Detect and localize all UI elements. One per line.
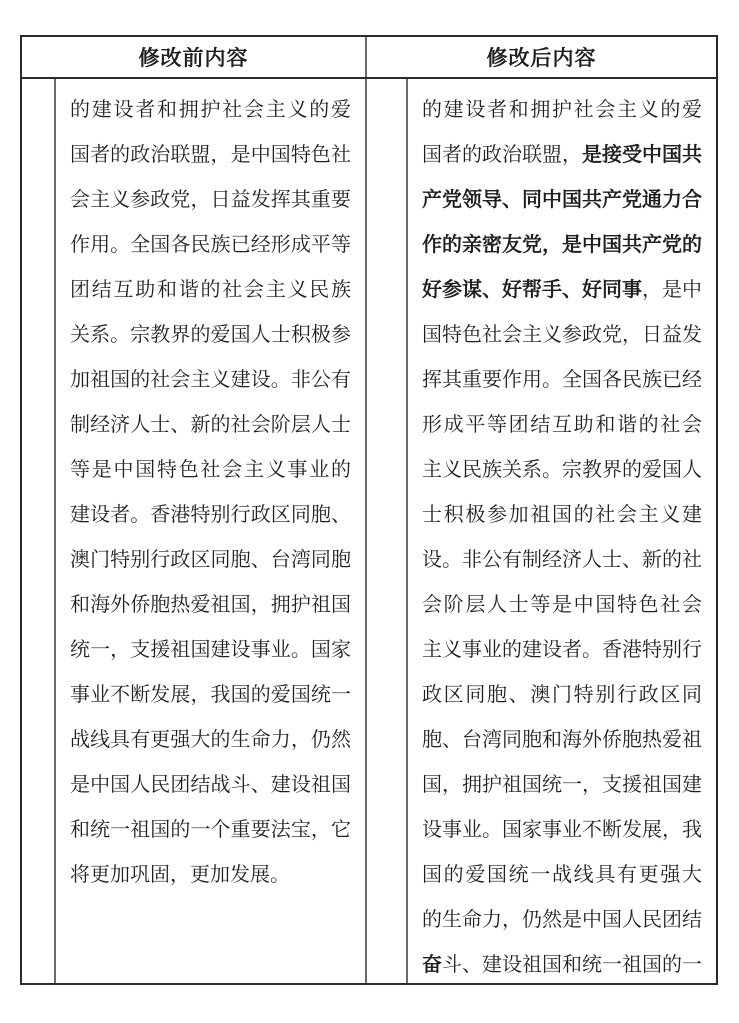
after-content-cell bbox=[408, 79, 716, 983]
body-text: 设。非公有制经济人士、新的社 bbox=[422, 549, 702, 571]
body-text: 将更加巩固，更加发展。 bbox=[70, 864, 290, 886]
body-text: 主义民族关系。宗教界的爱国人 bbox=[422, 459, 702, 481]
after-number-cell bbox=[367, 79, 408, 983]
after-column bbox=[367, 79, 716, 983]
body-text: 会主义参政党，日益发挥其重要 bbox=[70, 189, 351, 211]
body-text: 的生命力，仍然是中国人民团结 bbox=[422, 909, 702, 931]
body-text: 国的爱国统一战线具有更强大 bbox=[422, 864, 702, 886]
text-line bbox=[70, 223, 351, 268]
text-line bbox=[422, 448, 702, 493]
text-line bbox=[422, 943, 702, 983]
text-line bbox=[422, 673, 702, 718]
body-text: 国特色社会主义参政党，日益发 bbox=[422, 324, 702, 346]
revision-comparison-table bbox=[20, 35, 718, 985]
text-line bbox=[70, 673, 351, 718]
text-line bbox=[422, 493, 702, 538]
text-line bbox=[422, 313, 702, 358]
text-line bbox=[422, 763, 702, 808]
body-text: 作用。全国各民族已经形成平等 bbox=[70, 234, 351, 256]
table-header-row bbox=[22, 37, 716, 79]
text-line bbox=[422, 133, 702, 178]
revised-bold-text: 奋 bbox=[422, 954, 442, 976]
text-line bbox=[422, 538, 702, 583]
body-text: 士积极参加祖国的社会主义建 bbox=[422, 504, 702, 526]
text-line bbox=[422, 178, 702, 223]
text-line bbox=[70, 718, 351, 763]
text-line bbox=[70, 133, 351, 178]
body-text: 的建设者和拥护社会主义的爱 bbox=[70, 99, 351, 121]
body-text: 主义事业的建设者。香港特别行 bbox=[422, 639, 702, 661]
text-line bbox=[70, 583, 351, 628]
text-line bbox=[70, 358, 351, 403]
text-line bbox=[70, 448, 351, 493]
body-text: 的建设者和拥护社会主义的爱 bbox=[422, 99, 702, 121]
text-line bbox=[70, 763, 351, 808]
body-text: 设事业。国家事业不断发展，我 bbox=[422, 819, 702, 841]
body-text: 和统一祖国的一个重要法宝，它 bbox=[70, 819, 351, 841]
text-line bbox=[422, 583, 702, 628]
body-text: 事业不断发展，我国的爱国统一 bbox=[70, 684, 351, 706]
revised-bold-text: 是接受中国共 bbox=[582, 144, 702, 166]
body-text: 澳门特别行政区同胞、台湾同胞 bbox=[70, 549, 351, 571]
body-text: 形成平等团结互助和谐的社会 bbox=[422, 414, 702, 436]
text-line bbox=[70, 628, 351, 673]
text-line bbox=[422, 358, 702, 403]
text-line bbox=[70, 313, 351, 358]
text-line bbox=[422, 403, 702, 448]
revised-bold-text: 作的亲密友党，是中国共产党的 bbox=[422, 234, 702, 256]
text-line bbox=[70, 268, 351, 313]
before-number-cell bbox=[22, 79, 56, 983]
body-text: 政区同胞、澳门特别行政区同 bbox=[422, 684, 702, 706]
body-text: 国，拥护祖国统一，支援祖国建 bbox=[422, 774, 702, 796]
text-line bbox=[422, 898, 702, 943]
revised-bold-text: 产党领导、同中国共产党通力合 bbox=[422, 189, 702, 211]
text-line bbox=[422, 88, 702, 133]
body-text: ，是中 bbox=[642, 279, 702, 301]
text-line bbox=[70, 808, 351, 853]
body-text: 统一，支援祖国建设事业。国家 bbox=[70, 639, 351, 661]
text-line bbox=[70, 493, 351, 538]
body-text: 团结互助和谐的社会主义民族 bbox=[70, 279, 351, 301]
text-line bbox=[70, 178, 351, 223]
text-line bbox=[70, 88, 351, 133]
body-text: 建设者。香港特别行政区同胞、 bbox=[70, 504, 351, 526]
body-text: 国者的政治联盟，是中国特色社 bbox=[70, 144, 351, 166]
text-line bbox=[422, 268, 702, 313]
body-text: 会阶层人士等是中国特色社会 bbox=[422, 594, 702, 616]
table-body-row bbox=[22, 79, 716, 983]
text-line bbox=[70, 538, 351, 583]
body-text: 胞、台湾同胞和海外侨胞热爱祖 bbox=[422, 729, 702, 751]
body-text: 等是中国特色社会主义事业的 bbox=[70, 459, 351, 481]
header-cell-before: 修改前内容 bbox=[22, 37, 367, 77]
body-text: 制经济人士、新的社会阶层人士 bbox=[70, 414, 351, 436]
before-column bbox=[22, 79, 367, 983]
header-cell-after: 修改后内容 bbox=[486, 47, 597, 70]
text-line bbox=[422, 808, 702, 853]
body-text: 战线具有更强大的生命力，仍然 bbox=[70, 729, 351, 751]
text-line bbox=[422, 223, 702, 268]
body-text: 关系。宗教界的爱国人士积极参 bbox=[70, 324, 351, 346]
text-line bbox=[70, 853, 351, 898]
body-text: 是中国人民团结战斗、建设祖国 bbox=[70, 774, 351, 796]
before-content-cell bbox=[56, 79, 365, 983]
body-text: 国者的政治联盟， bbox=[422, 144, 582, 166]
body-text: 和海外侨胞热爱祖国，拥护祖国 bbox=[70, 594, 351, 616]
body-text: 斗、建设祖国和统一祖国的一 bbox=[442, 954, 702, 976]
body-text: 挥其重要作用。全国各民族已经 bbox=[422, 369, 702, 391]
revised-bold-text: 好参谋、好帮手、好同事 bbox=[422, 279, 642, 301]
text-line bbox=[422, 853, 702, 898]
text-line bbox=[70, 403, 351, 448]
body-text: 加祖国的社会主义建设。非公有 bbox=[70, 369, 351, 391]
text-line bbox=[422, 718, 702, 763]
text-line bbox=[422, 628, 702, 673]
